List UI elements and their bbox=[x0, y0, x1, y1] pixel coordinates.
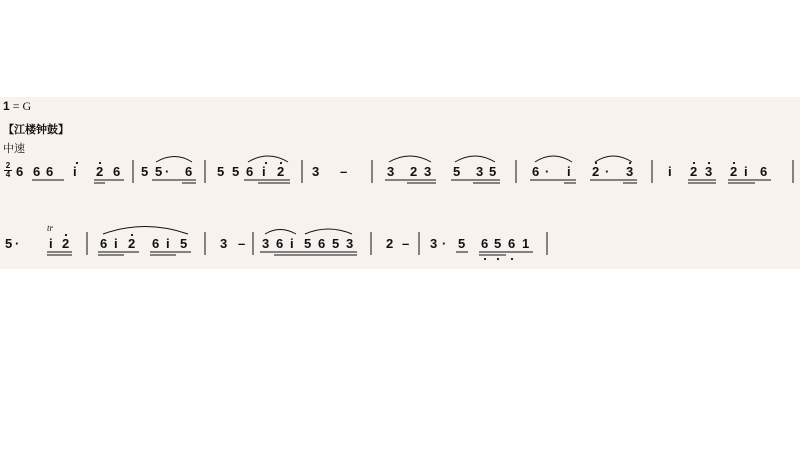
row1-measure6 bbox=[532, 164, 633, 179]
note: · bbox=[15, 236, 20, 251]
dash: – bbox=[402, 236, 410, 251]
row1-measure3 bbox=[217, 164, 284, 179]
note: 5 bbox=[232, 164, 240, 179]
note: 5 bbox=[155, 164, 163, 179]
note: 5 bbox=[5, 236, 13, 251]
row2-measure4 bbox=[262, 236, 353, 251]
note: 6 bbox=[318, 236, 326, 251]
row2-measure1 bbox=[5, 223, 69, 251]
dash: – bbox=[238, 236, 246, 251]
note: 3 bbox=[220, 236, 228, 251]
note: i bbox=[166, 236, 170, 251]
note: 3 bbox=[387, 164, 395, 179]
note: 6 bbox=[246, 164, 254, 179]
note: 3 bbox=[312, 164, 320, 179]
note: 5 bbox=[453, 164, 461, 179]
note: 3 bbox=[626, 164, 634, 179]
note: 2 bbox=[592, 164, 600, 179]
note: · bbox=[442, 236, 447, 251]
note: 2 bbox=[128, 236, 136, 251]
note: 5 bbox=[141, 164, 149, 179]
note: i bbox=[49, 236, 53, 251]
row1-measure4 bbox=[312, 164, 347, 179]
note: 6 bbox=[152, 236, 160, 251]
note: 6 bbox=[760, 164, 768, 179]
note: 6 bbox=[532, 164, 540, 179]
row2-measure5 bbox=[386, 236, 409, 251]
note: i bbox=[290, 236, 294, 251]
row1-measure2 bbox=[141, 164, 192, 179]
note: 3 bbox=[430, 236, 438, 251]
note: 2 bbox=[690, 164, 698, 179]
note: i bbox=[567, 164, 571, 179]
note: i bbox=[262, 164, 266, 179]
note: 2 bbox=[386, 236, 394, 251]
row2-measure3 bbox=[220, 236, 245, 251]
row2-measure6 bbox=[430, 236, 529, 251]
note: 2 bbox=[62, 236, 70, 251]
note: 6 bbox=[481, 236, 489, 251]
note: i bbox=[744, 164, 748, 179]
row1-measure7 bbox=[668, 164, 767, 179]
note: 3 bbox=[705, 164, 713, 179]
note: 6 bbox=[46, 164, 54, 179]
note: 6 bbox=[113, 164, 121, 179]
note: · bbox=[605, 164, 610, 179]
note: 6 bbox=[16, 164, 24, 179]
row1-measure1 bbox=[16, 164, 120, 179]
time-signature: 2 4 bbox=[5, 161, 11, 179]
note: 2 bbox=[277, 164, 285, 179]
tempo-marking: 中速 bbox=[3, 143, 25, 155]
note: 6 bbox=[276, 236, 284, 251]
note: 6 bbox=[185, 164, 193, 179]
row2-measure2 bbox=[100, 236, 187, 251]
note: 3 bbox=[262, 236, 270, 251]
note: 3 bbox=[424, 164, 432, 179]
note: · bbox=[545, 164, 550, 179]
note: 5 bbox=[332, 236, 340, 251]
note: 5 bbox=[217, 164, 225, 179]
note: 5 bbox=[494, 236, 502, 251]
note: 2 bbox=[730, 164, 738, 179]
note: 1 bbox=[522, 236, 530, 251]
note: i bbox=[73, 164, 77, 179]
note: 5 bbox=[304, 236, 312, 251]
note: 5 bbox=[489, 164, 497, 179]
note: 2 bbox=[410, 164, 418, 179]
note: i bbox=[668, 164, 672, 179]
piece-title: 【江楼钟鼓】 bbox=[3, 124, 69, 136]
note: 3 bbox=[346, 236, 354, 251]
note: 5 bbox=[180, 236, 188, 251]
note: 6 bbox=[33, 164, 41, 179]
note: · bbox=[165, 164, 170, 179]
note: 6 bbox=[508, 236, 516, 251]
key-signature: 1 = G bbox=[3, 99, 32, 113]
row1-measure5 bbox=[387, 164, 496, 179]
note: 6 bbox=[100, 236, 108, 251]
trill-mark: tr bbox=[47, 223, 54, 233]
dash: – bbox=[340, 164, 348, 179]
note: i bbox=[114, 236, 118, 251]
note: 2 bbox=[96, 164, 104, 179]
note: 3 bbox=[476, 164, 484, 179]
note: 5 bbox=[458, 236, 466, 251]
